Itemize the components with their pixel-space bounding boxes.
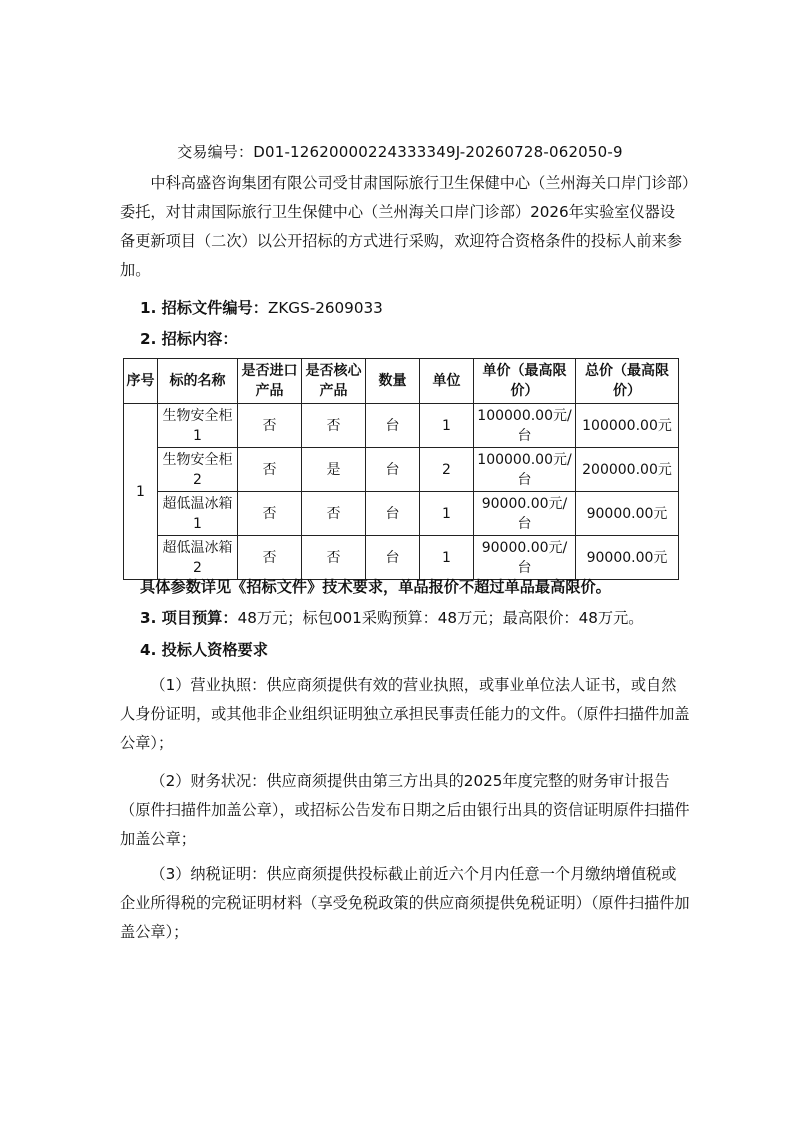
header-qty: 数量	[366, 359, 420, 404]
intro-paragraph: 中科高盛咨询集团有限公司受甘肃国际旅行卫生保健中心（兰州海关口岸门诊部）委托，对甘肃国际旅行卫生保健中心（兰州海关口岸门诊部）2026年实验室仪器设备更新项目（二次）以公开招标的方式进行采购，欢迎符合资格条件的投标人前来参加。	[120, 174, 690, 279]
cell-core: 是	[302, 448, 366, 492]
cell-seq: 1	[124, 404, 158, 580]
tender-items-table	[123, 358, 679, 580]
section-3	[140, 604, 643, 633]
cell-unit: 1	[420, 536, 474, 580]
cell-unit: 1	[420, 492, 474, 536]
cell-imported: 否	[238, 448, 302, 492]
budget-text: 48万元；标包001采购预算：48万元；最高限价：48万元。	[237, 609, 644, 627]
table-row	[124, 404, 679, 448]
header-unit: 单位	[420, 359, 474, 404]
cell-qty: 台	[366, 536, 420, 580]
cell-qty: 台	[366, 448, 420, 492]
header-name: 标的名称	[158, 359, 238, 404]
cell-core: 否	[302, 536, 366, 580]
cell-imported: 否	[238, 492, 302, 536]
cell-name: 超低温冰箱2	[158, 536, 238, 580]
section-4-label: 4. 投标人资格要求	[140, 641, 268, 659]
table-row	[124, 492, 679, 536]
cell-name: 超低温冰箱1	[158, 492, 238, 536]
table-row	[124, 448, 679, 492]
requirement-1: （1）营业执照：供应商须提供有效的营业执照，或事业单位法人证书，或自然人身份证明，或其他非企业组织证明独立承担民事责任能力的文件。（原件扫描件加盖公章）；	[120, 676, 690, 752]
requirement-2: （2）财务状况：供应商须提供由第三方出具的2025年度完整的财务审计报告（原件扫描件加盖公章），或招标公告发布日期之后由银行出具的资信证明原件扫描件加盖公章；	[120, 772, 690, 848]
cell-qty: 台	[366, 492, 420, 536]
cell-unit-price: 100000.00元/台	[474, 448, 576, 492]
table-header-row	[124, 359, 679, 404]
cell-name: 生物安全柜2	[158, 448, 238, 492]
cell-unit: 1	[420, 404, 474, 448]
section-1	[140, 294, 383, 323]
table-note: 具体参数详见《招标文件》技术要求，单品报价不超过单品最高限价。	[140, 578, 611, 596]
requirement-3: （3）纳税证明：供应商须提供投标截止前近六个月内任意一个月缴纳增值税或企业所得税的完税证明材料（享受免税政策的供应商须提供免税证明）（原件扫描件加盖公章）；	[120, 865, 690, 941]
tender-doc-number: ZKGS-2609033	[267, 299, 383, 317]
header-seq: 序号	[124, 359, 158, 404]
cell-unit-price: 90000.00元/台	[474, 536, 576, 580]
header-imported: 是否进口产品	[238, 359, 302, 404]
header-unit-price: 单价（最高限价）	[474, 359, 576, 404]
section-4	[140, 636, 268, 665]
cell-qty: 台	[366, 404, 420, 448]
cell-total-price: 200000.00元	[576, 448, 679, 492]
header-total-price: 总价（最高限价）	[576, 359, 679, 404]
section-2-label: 2. 招标内容：	[140, 330, 238, 348]
table-row	[124, 536, 679, 580]
header-core: 是否核心产品	[302, 359, 366, 404]
transaction-number: 交易编号：D01-12620000224333349J-20260728-062050-9	[177, 143, 623, 161]
section-2	[140, 325, 238, 354]
cell-name: 生物安全柜1	[158, 404, 238, 448]
cell-core: 否	[302, 492, 366, 536]
cell-imported: 否	[238, 404, 302, 448]
cell-unit-price: 90000.00元/台	[474, 492, 576, 536]
cell-total-price: 90000.00元	[576, 492, 679, 536]
cell-total-price: 90000.00元	[576, 536, 679, 580]
cell-unit-price: 100000.00元/台	[474, 404, 576, 448]
section-1-label: 1. 招标文件编号：	[140, 299, 268, 317]
section-3-label: 3. 项目预算：	[140, 609, 238, 627]
cell-unit: 2	[420, 448, 474, 492]
cell-core: 否	[302, 404, 366, 448]
cell-imported: 否	[238, 536, 302, 580]
cell-total-price: 100000.00元	[576, 404, 679, 448]
